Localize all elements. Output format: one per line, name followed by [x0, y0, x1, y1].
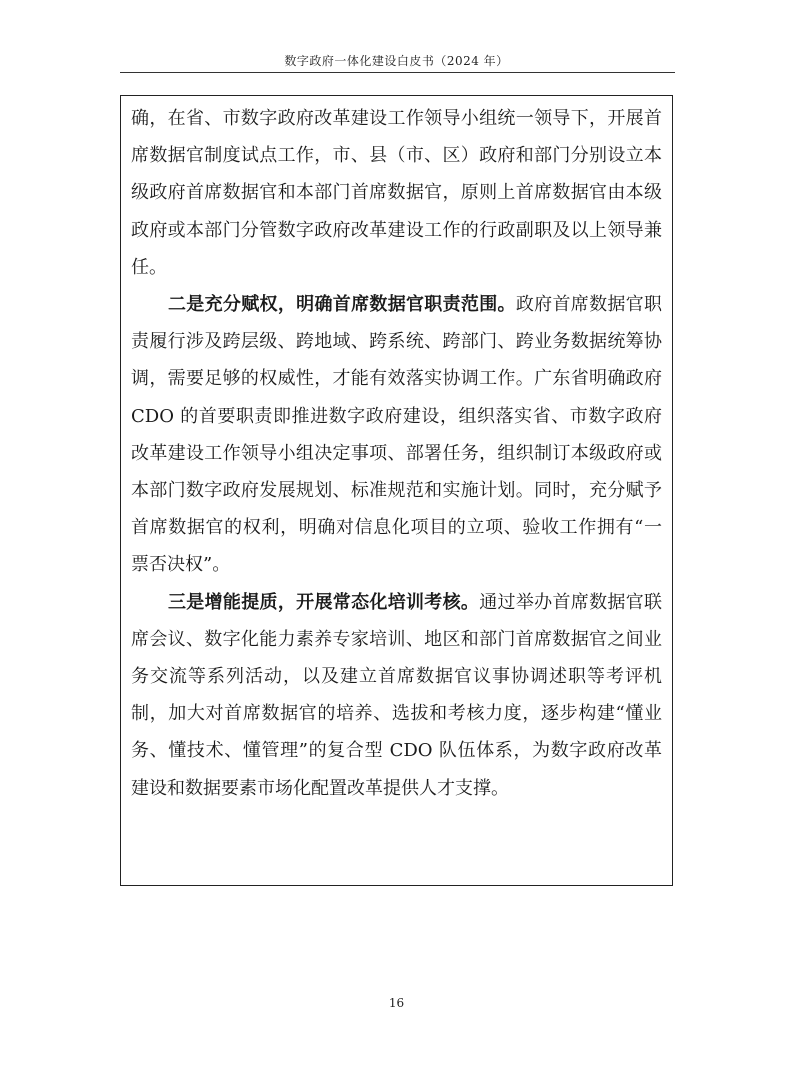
paragraph-cdo-responsibilities [131, 286, 662, 584]
boxed-content [120, 95, 673, 886]
paragraph-body: 政府首席数据官职责履行涉及跨层级、跨地域、跨系统、跨部门、跨业务数据统筹协调，需要足够的权威性，才能有效落实协调工作。广东省明确政府 CDO 的首要职责即推进数字政府建设，组织落实省、市数字政府改革建设工作领导小组决定事项、部署任务，组织制订本级政府或本部门数字政府发展规划、标准规范和实施计划。同时，充分赋予首席数据官的权利，明确对信息化项目的立项、验收工作拥有“一票否决权”。 [131, 294, 663, 576]
paragraph-cdo-training [131, 584, 662, 807]
running-header-title: 数字政府一体化建设白皮书（2024 年） [284, 54, 509, 68]
paragraph-body: 通过举办首席数据官联席会议、数字化能力素养专家培训、地区和部门首席数据官之间业务交流等系列活动，以及建立首席数据官议事协调述职等考评机制，加大对首席数据官的培养、选拔和考核力度，逐步构建“懂业务、懂技术、懂管理”的复合型 CDO 队伍体系，为数字政府改革建设和数据要素市场化配置改革提供人才支撑。 [131, 591, 663, 799]
paragraph-lead-heading: 二是充分赋权，明确首席数据官职责范围。 [168, 294, 516, 316]
paragraph-continuation: 确，在省、市数字政府改革建设工作领导小组统一领导下，开展首席数据官制度试点工作，市、县（市、区）政府和部门分别设立本级政府首席数据官和本部门首席数据官，原则上首席数据官由本级政府或本部门分管数字政府改革建设工作的行政副职及以上领导兼任。 [131, 108, 662, 278]
paragraph-lead-heading: 三是增能提质，开展常态化培训考核。 [168, 591, 480, 613]
header-rule [120, 72, 675, 73]
page-number: 16 [388, 996, 405, 1010]
